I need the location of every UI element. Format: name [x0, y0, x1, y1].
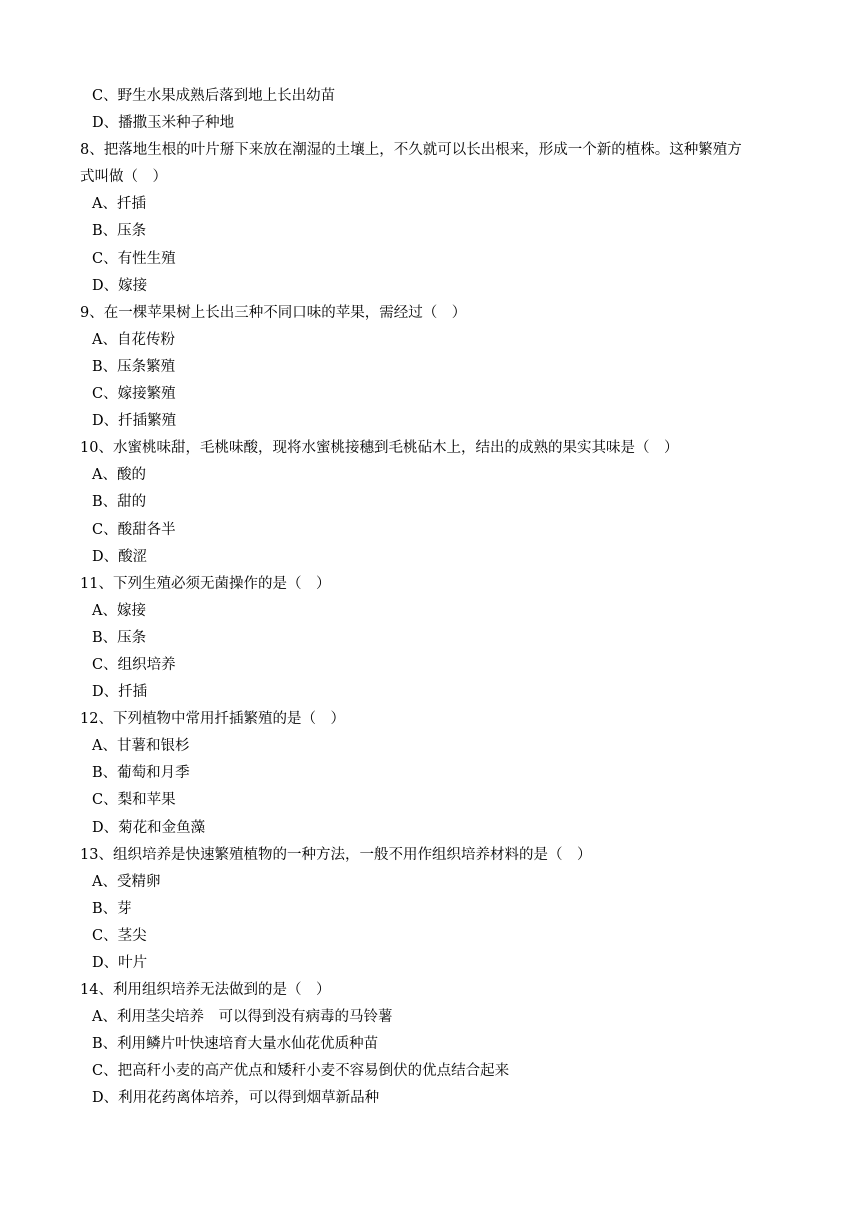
answer-option: C、酸甜各半 [92, 521, 176, 538]
answer-option: A、受精卵 [92, 873, 161, 890]
question-text: 13、组织培养是快速繁殖植物的一种方法，一般不用作组织培养材料的是（ ） [80, 846, 592, 863]
answer-option: C、有性生殖 [92, 250, 176, 267]
question-text: 11、下列生殖必须无菌操作的是（ ） [80, 575, 331, 592]
answer-option: D、菊花和金鱼藻 [92, 819, 206, 836]
question-text: 8、把落地生根的叶片掰下来放在潮湿的土壤上，不久就可以长出根来，形成一个新的植株。这种繁殖方 [80, 142, 742, 159]
answer-option: C、把高秆小麦的高产优点和矮秆小麦不容易倒伏的优点结合起来 [92, 1063, 510, 1080]
answer-option: B、芽 [92, 900, 132, 917]
answer-option: D、酸涩 [92, 548, 148, 565]
answer-option: D、播撒玉米种子种地 [92, 115, 235, 132]
answer-option: C、组织培养 [92, 656, 176, 673]
answer-option: C、茎尖 [92, 927, 147, 944]
answer-option: C、嫁接繁殖 [92, 386, 176, 403]
question-text: 10、水蜜桃味甜，毛桃味酸，现将水蜜桃接穗到毛桃砧木上，结出的成熟的果实其味是（ ） [80, 440, 679, 457]
answer-option: D、扦插 [92, 684, 148, 701]
answer-option: B、利用鳞片叶快速培育大量水仙花优质种苗 [92, 1036, 379, 1053]
answer-option: D、扦插繁殖 [92, 413, 177, 430]
answer-option: D、叶片 [92, 955, 148, 971]
answer-option: A、酸的 [92, 467, 146, 484]
question-text: 式叫做（ ） [80, 169, 167, 186]
answer-option: D、利用花药离体培养，可以得到烟草新品种 [92, 1090, 380, 1107]
question-text: 9、在一棵苹果树上长出三种不同口味的苹果，需经过（ ） [80, 304, 467, 321]
answer-option: A、利用茎尖培养 可以得到没有病毒的马铃薯 [92, 1009, 393, 1026]
answer-option: D、嫁接 [92, 277, 148, 294]
answer-option: A、嫁接 [92, 602, 146, 619]
answer-option: B、压条繁殖 [92, 358, 176, 375]
answer-option: A、扦插 [92, 196, 146, 213]
answer-option: B、葡萄和月季 [92, 765, 190, 782]
question-text: 14、利用组织培养无法做到的是（ ） [80, 982, 331, 999]
answer-option: B、压条 [92, 629, 147, 646]
answer-option: B、甜的 [92, 494, 147, 511]
answer-option: A、甘薯和银杉 [92, 738, 190, 755]
question-text: 12、下列植物中常用扦插繁殖的是（ ） [80, 711, 345, 728]
answer-option: C、梨和苹果 [92, 792, 176, 809]
question-list [80, 83, 780, 1113]
answer-option: C、野生水果成熟后落到地上长出幼苗 [92, 88, 336, 104]
answer-option: A、自花传粉 [92, 331, 175, 348]
answer-option: B、压条 [92, 223, 147, 240]
